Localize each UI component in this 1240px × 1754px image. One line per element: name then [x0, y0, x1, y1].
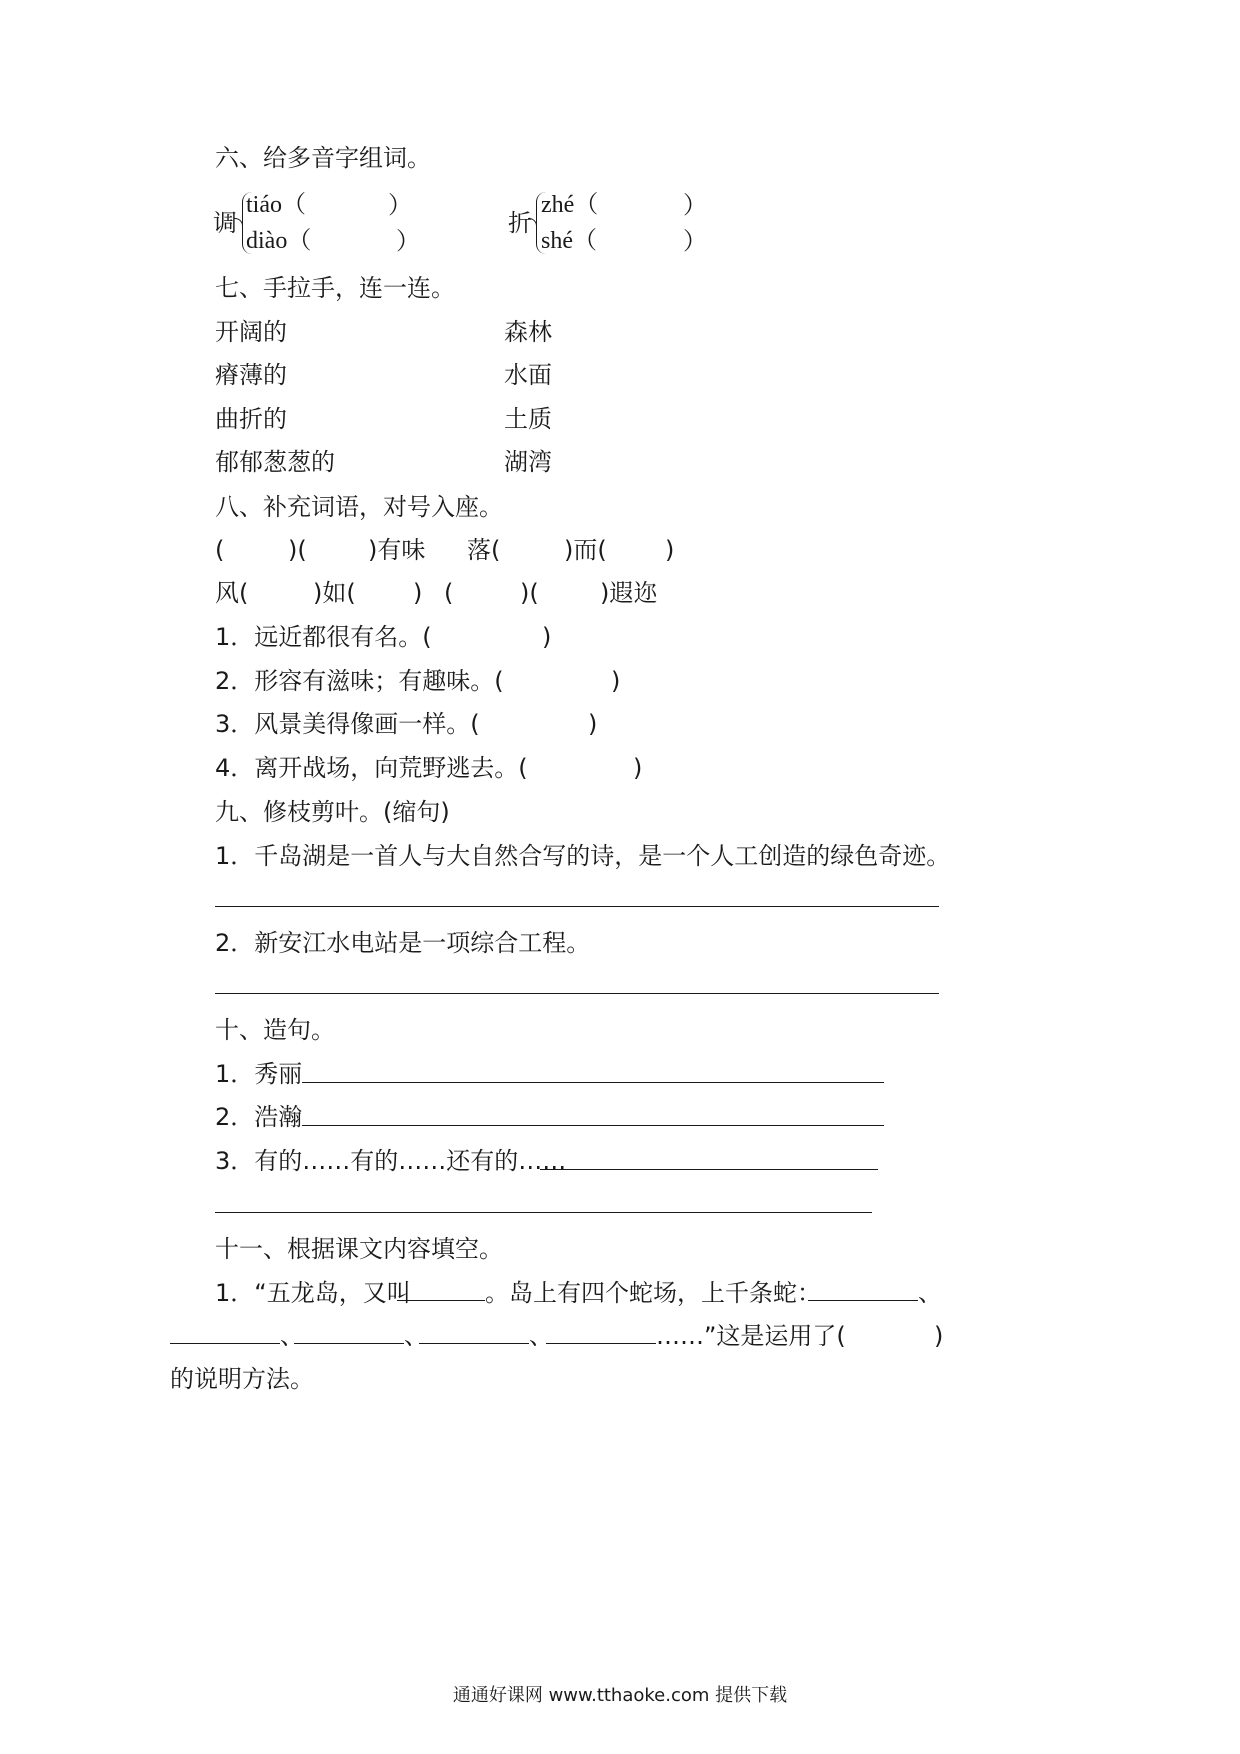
match-left-item: 瘠薄的	[215, 361, 287, 389]
idiom-blank-part: 落(	[467, 536, 501, 564]
paren-close: )	[542, 623, 552, 651]
pinyin-she: shé（	[541, 228, 597, 254]
section-6-title: 六、给多音字组词。	[215, 144, 431, 172]
paren-close: ）	[388, 191, 412, 219]
footer-source: 通通好课网 www.tthaoke.com 提供下载	[452, 1685, 788, 1706]
answer-line	[397, 1300, 485, 1301]
answer-line	[302, 1125, 884, 1126]
fill-separator: 、	[280, 1322, 304, 1350]
definition-item: 3．风景美得像画一样。(	[215, 710, 480, 738]
paren-close: ）	[683, 227, 707, 255]
fill-text: 。岛上有四个蛇场，上千条蛇：	[485, 1279, 821, 1307]
sentence-prompt: 3．有的……有的……还有的……	[215, 1147, 567, 1175]
fill-text: 的说明方法。	[170, 1365, 314, 1393]
paren-close: )	[934, 1322, 944, 1350]
idiom-blank-part: )遐迩	[600, 579, 658, 607]
fill-separator: 、	[404, 1322, 428, 1350]
answer-line	[170, 1343, 280, 1344]
sentence-prompt: 1．秀丽	[215, 1060, 303, 1088]
sentence-item: 1．千岛湖是一首人与大自然合写的诗，是一个人工创造的绿色奇迹。	[215, 842, 951, 870]
paren-close: ）	[396, 227, 420, 255]
match-left-item: 郁郁葱葱的	[215, 448, 335, 476]
section-9-title: 九、修枝剪叶。(缩句)	[215, 798, 450, 826]
answer-line	[540, 1169, 878, 1170]
match-right-item: 水面	[504, 361, 552, 389]
polyphone-char-zhe: 折	[508, 209, 532, 237]
fill-text: 1．“五龙岛，又叫	[215, 1279, 411, 1307]
match-right-item: 土质	[504, 405, 552, 433]
pinyin-tiao: tiáo（	[246, 192, 306, 218]
section-7-title: 七、手拉手，连一连。	[215, 274, 455, 302]
answer-line	[808, 1300, 918, 1301]
answer-line	[294, 1343, 404, 1344]
idiom-blank-part: )(	[288, 536, 307, 564]
fill-separator: 、	[529, 1322, 553, 1350]
definition-item: 1．远近都很有名。(	[215, 623, 432, 651]
paren-close: )	[633, 754, 643, 782]
definition-item: 4．离开战场，向荒野逃去。(	[215, 754, 528, 782]
match-right-item: 湖湾	[504, 448, 552, 476]
sentence-prompt: 2．浩瀚	[215, 1103, 303, 1131]
section-11-title: 十一、根据课文内容填空。	[215, 1235, 503, 1263]
definition-item: 2．形容有滋味；有趣味。(	[215, 667, 504, 695]
answer-line	[215, 1212, 872, 1213]
idiom-blank-part: (	[215, 536, 225, 564]
pinyin-diao: diào（	[246, 228, 312, 254]
match-right-item: 森林	[504, 318, 552, 346]
polyphone-char-diao: 调	[213, 209, 237, 237]
paren-close: ）	[683, 191, 707, 219]
answer-line	[419, 1343, 529, 1344]
idiom-blank-part: )而(	[564, 536, 607, 564]
fill-text: 、	[918, 1279, 942, 1307]
sentence-item: 2．新安江水电站是一项综合工程。	[215, 929, 591, 957]
answer-line	[546, 1343, 656, 1344]
match-left-item: 曲折的	[215, 405, 287, 433]
answer-line	[215, 906, 939, 907]
idiom-blank-part: )	[665, 536, 675, 564]
answer-line	[215, 993, 939, 994]
fill-text: ……”这是运用了(	[656, 1322, 846, 1350]
section-10-title: 十、造句。	[215, 1016, 335, 1044]
paren-close: )	[611, 667, 621, 695]
idiom-blank-part: (	[444, 579, 454, 607]
match-left-item: 开阔的	[215, 318, 287, 346]
idiom-blank-part: )	[413, 579, 423, 607]
pinyin-zhe: zhé（	[541, 192, 599, 218]
idiom-blank-part: 风(	[215, 579, 249, 607]
answer-line	[302, 1082, 884, 1083]
paren-close: )	[588, 710, 598, 738]
section-8-title: 八、补充词语，对号入座。	[215, 493, 503, 521]
idiom-blank-part: )(	[520, 579, 539, 607]
idiom-blank-part: )如(	[313, 579, 356, 607]
idiom-blank-part: )有味	[368, 536, 426, 564]
